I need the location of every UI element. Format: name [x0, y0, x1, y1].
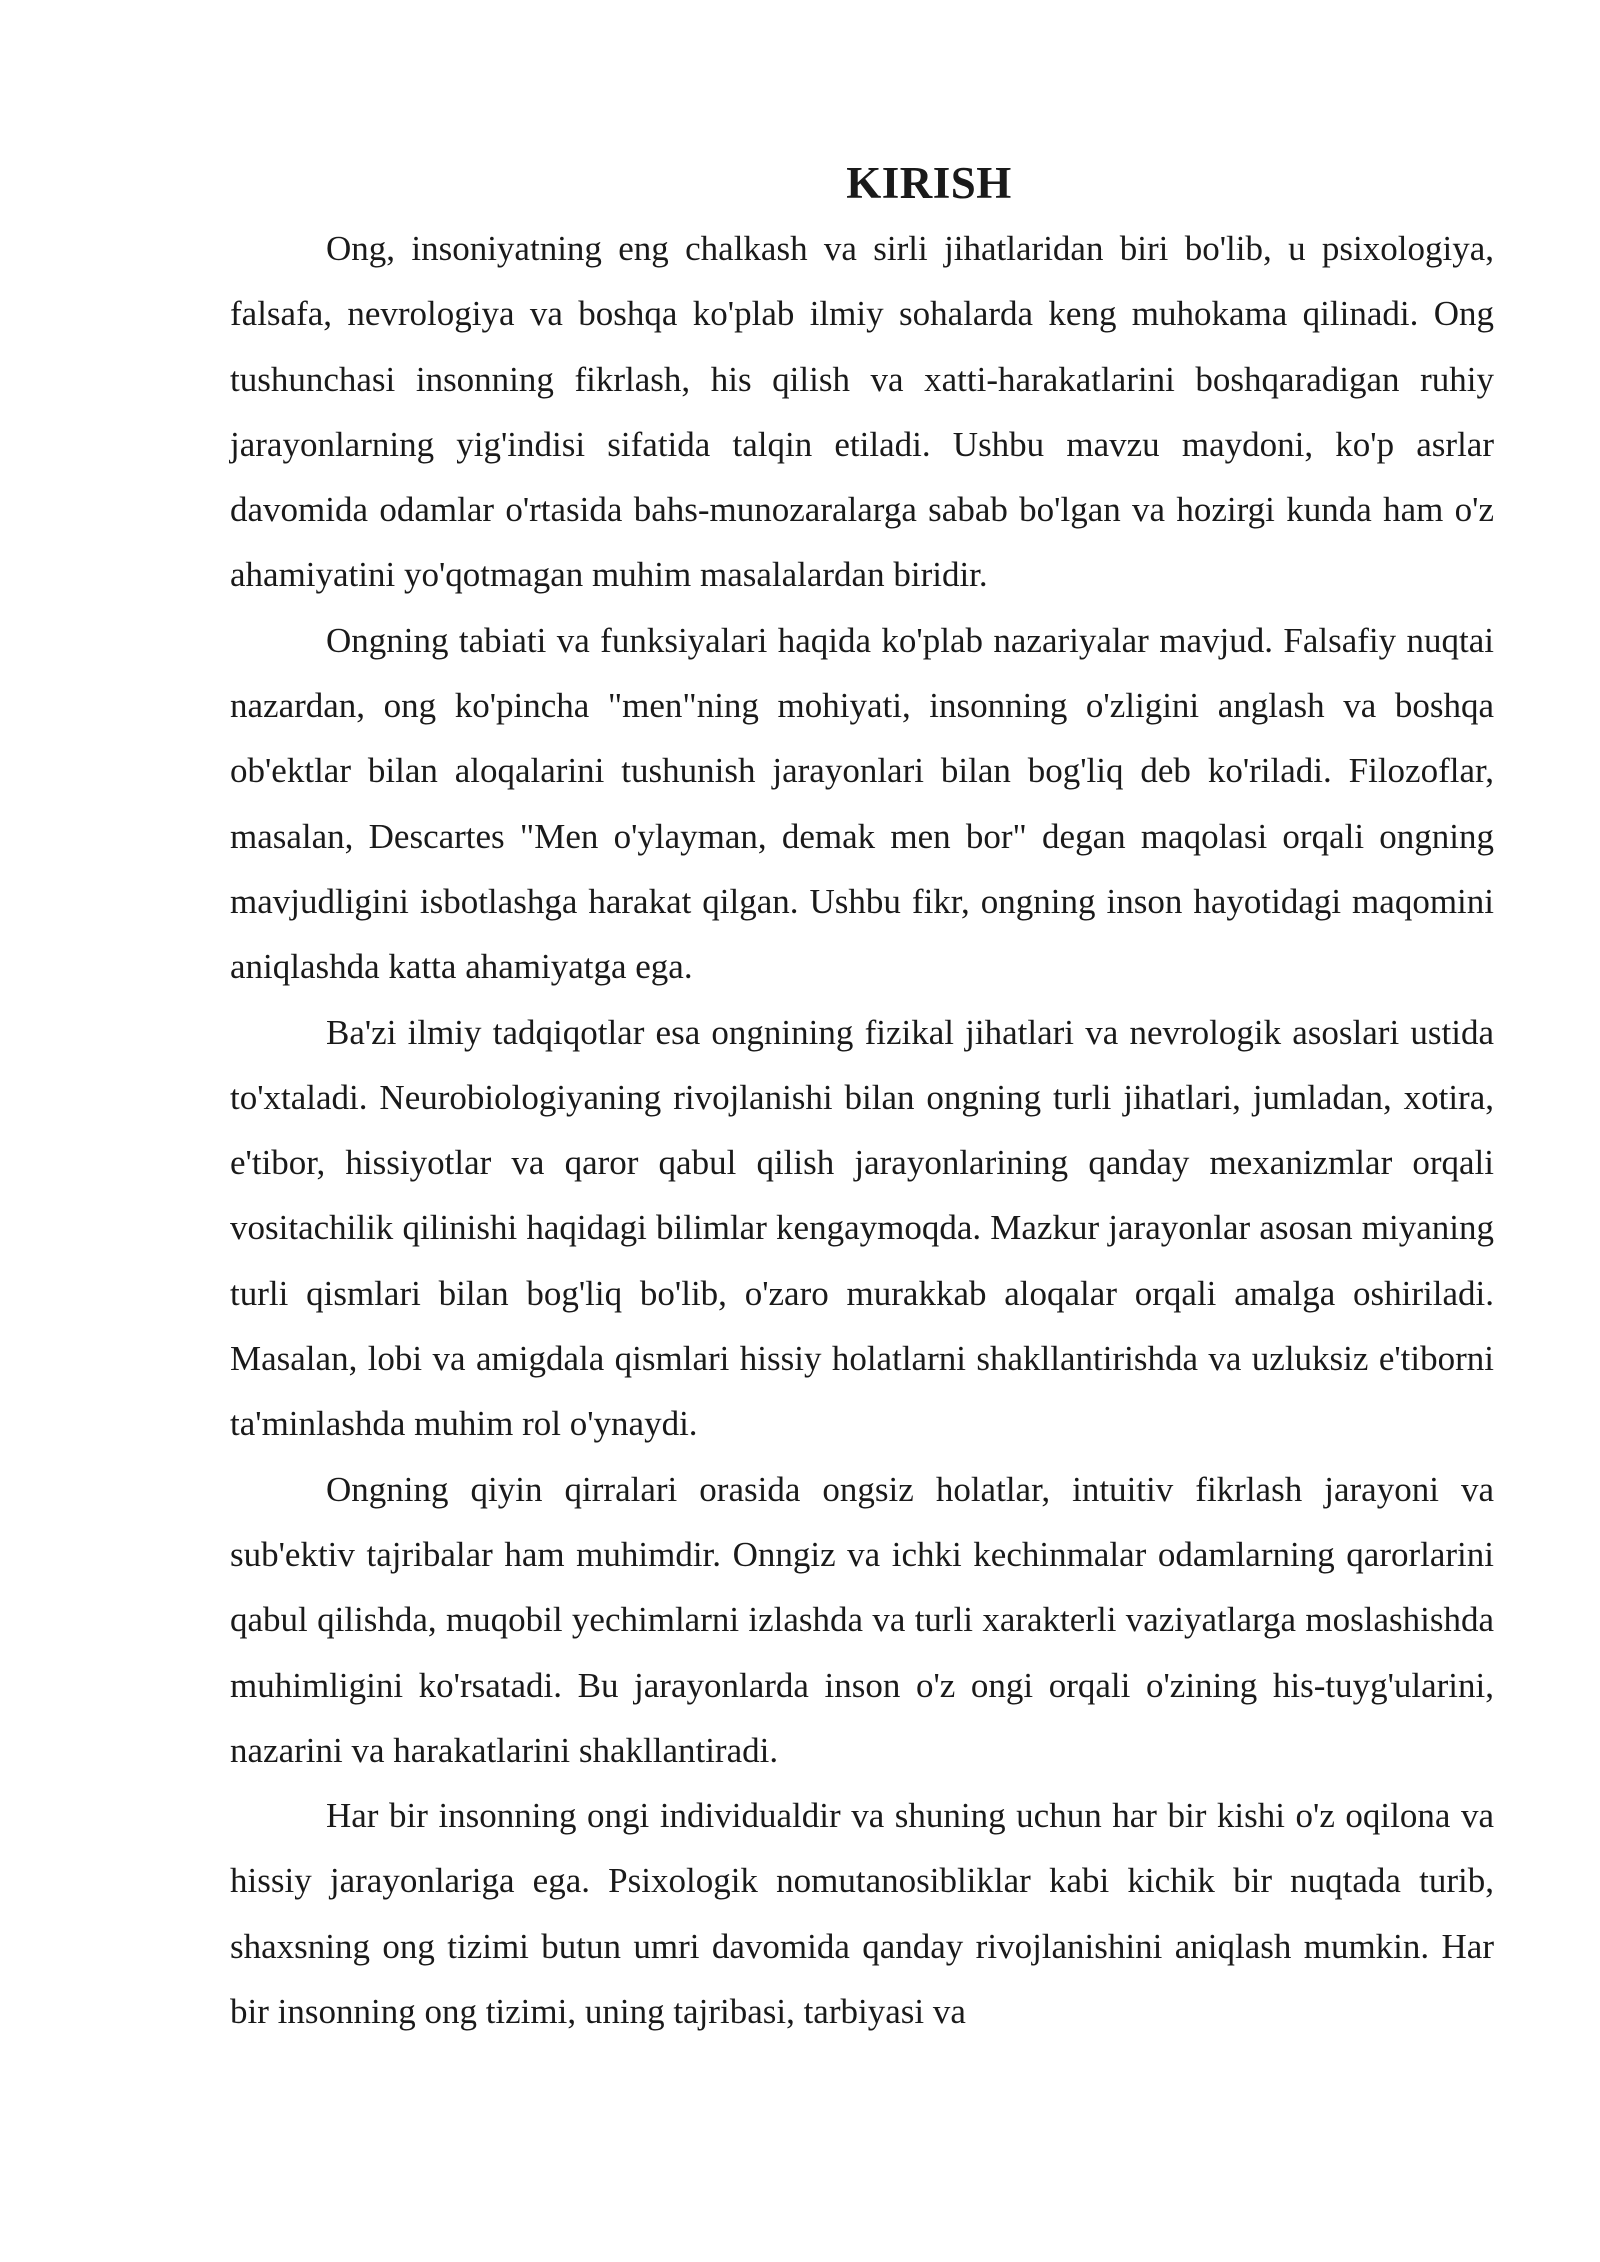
page-title: KIRISH — [846, 158, 1012, 208]
paragraph-5: Har bir insonning ongi individualdir va shuning uchun har bir kishi o'z oqilona va hissiy jarayonlariga ega. Psixologik nomutanosibliklar kabi kichik bir nuqtada turib, shaxsning ong tizimi butun umri davomida qanday rivojlanishini aniqlash mumkin. Har bir insonning ong tizimi, uning tajribasi, tarbiyasi va — [230, 1796, 1494, 2032]
document-body — [230, 150, 1494, 2044]
paragraph-4: Ongning qiyin qirralari orasida ongsiz holatlar, intuitiv fikrlash jarayoni va sub'ektiv tajribalar ham muhimdir. Onngiz va ichki kechinmalar odamlarning qarorlarini qabul qilishda, muqobil yechimlarni izlashda va turli xarakterli vaziyatlarga moslashishda muhimligini ko'rsatadi. Bu jarayonlarda inson o'z ongi orqali o'zining his-tuyg'ularini, nazarini va harakatlarini shakllantiradi. — [230, 1469, 1494, 1770]
paragraph-2: Ongning tabiati va funksiyalari haqida ko'plab nazariyalar mavjud. Falsafiy nuqtai nazardan, ong ko'pincha "men"ning mohiyati, insonning o'zligini anglash va boshqa ob'ektlar bilan aloqalarini tushunish jarayonlari bilan bog'liq deb ko'riladi. Filozoflar, masalan, Descartes "Men o'ylayman, demak men bor" degan maqolasi orqali ongning mavjudligini isbotlashga harakat qilgan. Ushbu fikr, ongning inson hayotidagi maqomini aniqlashda katta ahamiyatga ega. — [230, 620, 1494, 987]
paragraph-3: Ba'zi ilmiy tadqiqotlar esa ongnining fizikal jihatlari va nevrologik asoslari ustida to'xtaladi. Neurobiologiyaning rivojlanishi bilan ongning turli jihatlari, jumladan, xotira, e'tibor, hissiyotlar va qaror qabul qilish jarayonlarining qanday mexanizmlar orqali vositachilik qilinishi haqidagi bilimlar kengaymoqda. Mazkur jarayonlar asosan miyaning turli qismlari bilan bog'liq bo'lib, o'zaro murakkab aloqalar orqali amalga oshiriladi. Masalan, lobi va amigdala qismlari hissiy holatlarni shakllantirishda va uzluksiz e'tiborni ta'minlashda muhim rol o'ynaydi. — [230, 1012, 1494, 1444]
paragraph-1: Ong, insoniyatning eng chalkash va sirli jihatlaridan biri bo'lib, u psixologiya, falsafa, nevrologiya va boshqa ko'plab ilmiy sohalarda keng muhokama qilinadi. Ong tushunchasi insonning fikrlash, his qilish va xatti-harakatlarini boshqaradigan ruhiy jarayonlarning yig'indisi sifatida talqin etiladi. Ushbu mavzu maydoni, ko'p asrlar davomida odamlar o'rtasida bahs-munozaralarga sabab bo'lgan va hozirgi kunda ham o'z ahamiyatini yo'qotmagan muhim masalalardan biridir. — [230, 229, 1494, 595]
